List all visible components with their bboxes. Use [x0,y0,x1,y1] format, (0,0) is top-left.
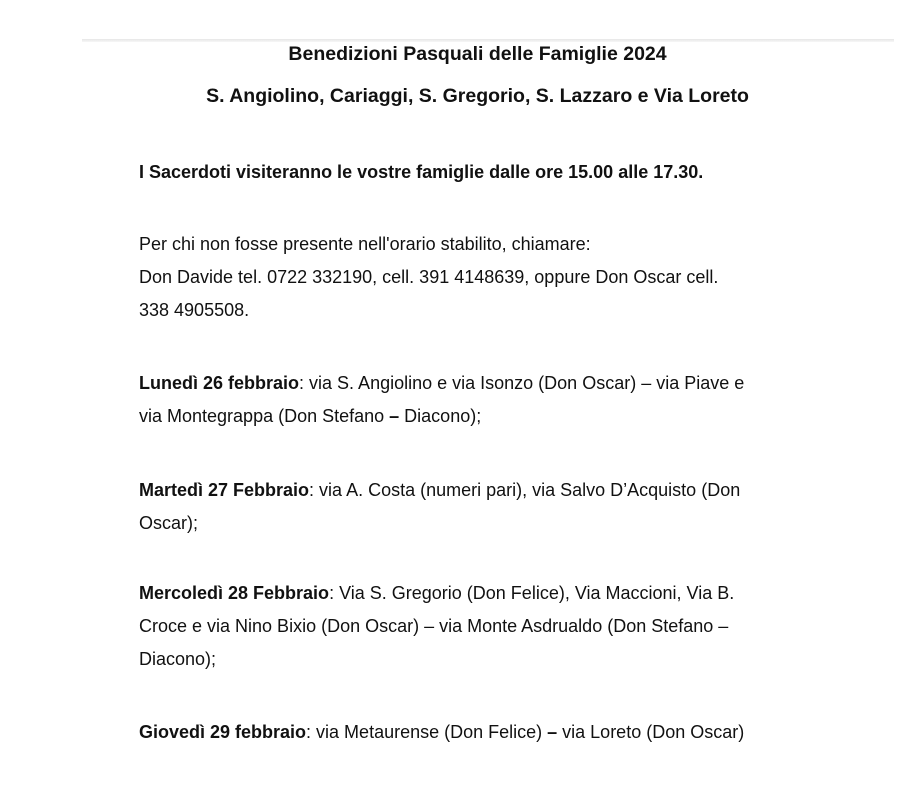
schedule-item-monday [139,367,839,433]
schedule-text: Croce e via Nino Bixio (Don Oscar) – via Monte Asdrualdo (Don Stefano – [139,616,729,636]
contact-line: Don Davide tel. 0722 332190, cell. 391 4148639, oppure Don Oscar cell. [139,267,719,287]
schedule-text: : Via S. Gregorio (Don Felice), Via Maccioni, Via B. [329,583,735,603]
schedule-text: Diacono); [399,406,482,426]
schedule-line [139,507,839,540]
schedule-day: Giovedì 29 febbraio [139,722,307,742]
schedule-line [139,367,839,400]
visiting-hours-notice [139,156,839,189]
contact-paragraph [139,228,839,327]
schedule-line [139,577,839,610]
schedule-day: Mercoledì 28 Febbraio [139,583,330,603]
schedule-day: Lunedì 26 febbraio [139,373,300,393]
schedule-text: Oscar); [139,513,199,533]
schedule-line [139,610,839,643]
schedule-text: via Montegrappa (Don Stefano [139,406,390,426]
schedule-dash: – [389,406,400,426]
schedule-item-tuesday [139,474,839,540]
schedule-line [139,643,839,676]
schedule-text: via Loreto (Don Oscar) [557,722,745,742]
schedule-day: Martedì 27 Febbraio [139,480,310,500]
contact-line: 338 4905508. [139,300,250,320]
document-subtitle: S. Angiolino, Cariaggi, S. Gregorio, S. Lazzaro e Via Loreto [206,85,749,107]
schedule-line [139,474,839,507]
schedule-item-wednesday [139,577,839,676]
visiting-hours-text: I Sacerdoti visiteranno le vostre famiglie dalle ore 15.00 alle 17.30. [139,162,704,182]
schedule-text: : via S. Angiolino e via Isonzo (Don Oscar) – via Piave e [299,373,745,393]
schedule-item-thursday [139,716,839,749]
document-title: Benedizioni Pasquali delle Famiglie 2024 [288,43,667,65]
schedule-text: : via Metaurense (Don Felice) [306,722,548,742]
contact-line: Per chi non fosse presente nell'orario stabilito, chiamare: [139,234,591,254]
schedule-text: : via A. Costa (numeri pari), via Salvo D’Acquisto (Don [309,480,741,500]
schedule-text: Diacono); [139,649,217,669]
schedule-line [139,400,839,433]
schedule-line [139,716,839,749]
schedule-dash: – [547,722,558,742]
